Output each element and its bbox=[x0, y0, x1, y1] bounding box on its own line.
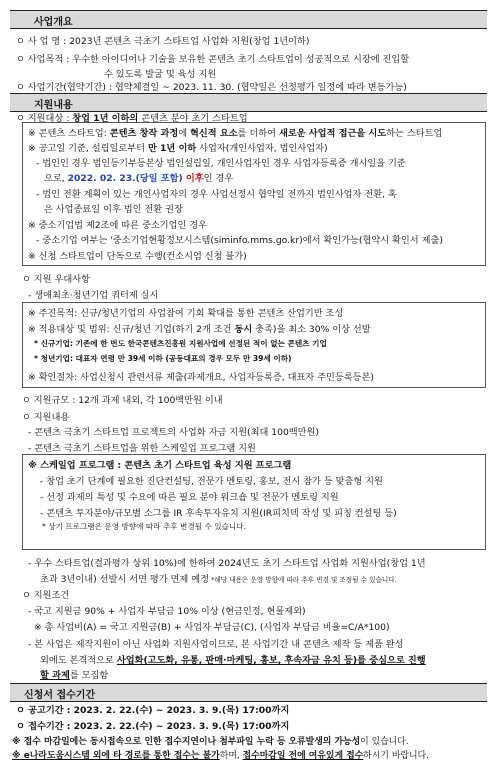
box1-row4: 으로, 2022. 02. 23.(당일 포함) 이후인 경우 bbox=[44, 173, 234, 184]
box1-row2: ※ 공고일 기준, 설립일로부터 만 1년 이하 사업자(개인사업자, 법인사업자) bbox=[28, 143, 328, 154]
box1-row5: - 법인 전환 계획이 있는 개인사업자의 경우 사업선정시 협약일 전까지 법인사업자 전환, 혹 bbox=[36, 189, 397, 200]
preference-title: ㅇ 지원 우대사항 bbox=[22, 274, 90, 285]
box3-row3: - 선정 과제의 특성 및 수요에 따른 필요 분야 워크숍 및 전문가 멘토링 지원 bbox=[40, 492, 339, 503]
box1-row1: ※ 콘텐츠 스타트업: 콘텐츠 창작 과정에 혁신적 요소를 더하여 새로운 사업적 접근을 시도하는 스타트업 bbox=[28, 128, 443, 139]
notice-2: ※ e나라도움시스템 외에 타 경로를 통한 접수는 불가하며, 접수마감일 전에 여유있게 접수하시기 바랍니다. bbox=[12, 751, 429, 761]
support-content-title: ㅇ 지원내용 bbox=[22, 412, 70, 423]
support-scale: ㅇ 지원규모 : 12개 과제 내외, 각 100백만원 이내 bbox=[22, 395, 223, 406]
box1-row3: - 법인인 경우 법인등기부등본상 법인설립일, 개인사업자인 경우 사업자등록증 개시일을 기준 bbox=[36, 158, 406, 169]
box3-row1: ※ 스케일업 프로그램 : 콘텐츠 초기 스타트업 육성 지원 프로그램 bbox=[28, 460, 292, 471]
condition-3: - 본 사업은 제작지원이 아닌 사업화 지원사업이므로, 본 사업기간 내 콘텐츠 제작 등 제품 완성 bbox=[28, 639, 404, 650]
announce-period: ㅇ 공고기간 : 2023. 2. 22.(수) ~ 2023. 3. 9.(목) 17:00까지 bbox=[16, 705, 290, 716]
box2-row3: * 신규기업: 기존에 한 번도 한국콘텐츠진흥원 지원사업에 선정된 적이 없는 콘텐츠 기업 bbox=[34, 339, 327, 348]
support-content-2: - 콘텐츠 극초기 스타트업을 위한 스케일업 프로그램 지원 bbox=[28, 443, 256, 454]
preference-quota: - 생애최초·청년기업 쿼터제 실시 bbox=[28, 290, 159, 301]
project-name: ㅇ 사 업 명 : 2023년 콘텐츠 극초기 스타트업 사업화 지원(창업 1년이하) bbox=[16, 36, 310, 47]
section-title: 사업개요 bbox=[34, 17, 73, 28]
box3-row5: * 상기 프로그램은 운영 방향에 따라 추후 변경될 수 있습니다. bbox=[42, 522, 246, 531]
section-title: 신청서 접수기간 bbox=[24, 690, 96, 701]
box2-row2: ※ 적용대상 및 범위: 신규/청년 기업(하기 2개 조건 동시 충족)을 최소 30% 이상 선발 bbox=[28, 324, 371, 335]
condition-4: 외에도 본격적으로 사업화(고도화, 유통, 판매·마케팅, 홍보, 후속자금 유치 등)를 중심으로 진행 bbox=[40, 655, 426, 666]
box2-row5: ※ 확인절차: 사업신청시 관련서류 제출(과제개요, 사업자등록증, 대표자 주민등록등본) bbox=[28, 372, 374, 383]
box3-row4: - 콘텐츠 투자분야/규모별 소그룹 IR 후속투자유치 지원(IR피치덱 작성 및 피칭 컨설팅 등) bbox=[40, 508, 397, 519]
project-period: ㅇ 사업기간(협약기간) : 협약체결일 ~ 2023. 11. 30. (협약일은 선정평가 일정에 따라 변동가능) bbox=[16, 82, 407, 93]
box2-row1: ※ 주진목적: 신규/청년기업의 사업참여 기회 확대를 통한 콘텐츠 산업기반 조성 bbox=[28, 308, 344, 319]
project-purpose-cont: 수 있도록 발굴 및 육성 지원 bbox=[104, 69, 217, 80]
box1-row8: - 중소기업 여부는 '중소기업현황정보시스템(siminfo.mms.go.kr)에서 확인가능(협약시 확인서 제출) bbox=[36, 235, 443, 246]
waiver-line2: 초과 3년이내) 선발시 서면 평가 면제 예정 *해당 내용은 운영 방향에 따라 추후 변경 및 조정될 수 있습니다. bbox=[40, 574, 397, 585]
box1-row9: ※ 신청 스타트업이 단독으로 수행(컨소시엄 신청 불가) bbox=[28, 251, 247, 262]
condition-5: 할 과제를 모집함 bbox=[40, 670, 109, 681]
support-content-1: - 콘텐츠 극초기 스타트업 프로젝트의 사업화 자금 지원(최대 100백만원) bbox=[28, 427, 320, 438]
section-header-period bbox=[10, 683, 487, 702]
target-rest: 콘텐츠 분야 초기 스타트업 bbox=[138, 113, 248, 124]
receipt-period: ㅇ 접수기간 : 2023. 2. 22.(수) ~ 2023. 3. 9.(목) 17:00까지 bbox=[16, 721, 290, 732]
box3-row2: - 창업 초기 단계에 필요한 진단컨설팅, 전문가 멘토링, 홍보, 전시 참가 등 맞춤형 지원 bbox=[40, 476, 383, 487]
condition-1: - 국고 지원금 90% + 사업자 부담금 10% 이상 (현금인정, 현물제외) bbox=[28, 606, 306, 617]
box1-row7: ※ 중소기업법 제2조에 따른 중소기업인 경우 bbox=[28, 220, 208, 231]
box1-row6: 은 사업종료일 이후 법인 전환 권장 bbox=[44, 204, 183, 215]
waiver-line1: - 우수 스타트업(결과평가 상위 10%)에 한하여 2024년도 초기 스타트업 사업화 지원사업(창업 1년 bbox=[28, 558, 426, 569]
condition-title: ㅇ 지원조건 bbox=[22, 590, 70, 601]
target-label: ㅇ 지원대상 : bbox=[16, 113, 73, 124]
project-purpose: ㅇ 사업목적 : 우수한 아이디어나 기술을 보유한 콘텐츠 초기 스타트업이 성공적으로 시장에 진입할 bbox=[16, 54, 410, 65]
notice-1: ※ 접수 마감일에는 동시접속으로 인한 접수지연이나 첨부파일 누락 등 오류발생의 가능성이 있습니다. bbox=[12, 737, 409, 747]
box2-row4: * 청년기업: 대표자 연령 만 39세 이하 (공동대표의 경우 모두 만 39세 이하) bbox=[34, 354, 292, 363]
target-bold: 창업 1년 이하의 bbox=[72, 113, 139, 124]
section-title: 지원내용 bbox=[34, 100, 73, 111]
section-header-overview bbox=[10, 10, 487, 29]
condition-2: ※ 총 사업비(A) = 국고 지원금(B) + 사업자 부담금(C), (사업자 부담금 비율=C/A*100) bbox=[34, 622, 390, 633]
